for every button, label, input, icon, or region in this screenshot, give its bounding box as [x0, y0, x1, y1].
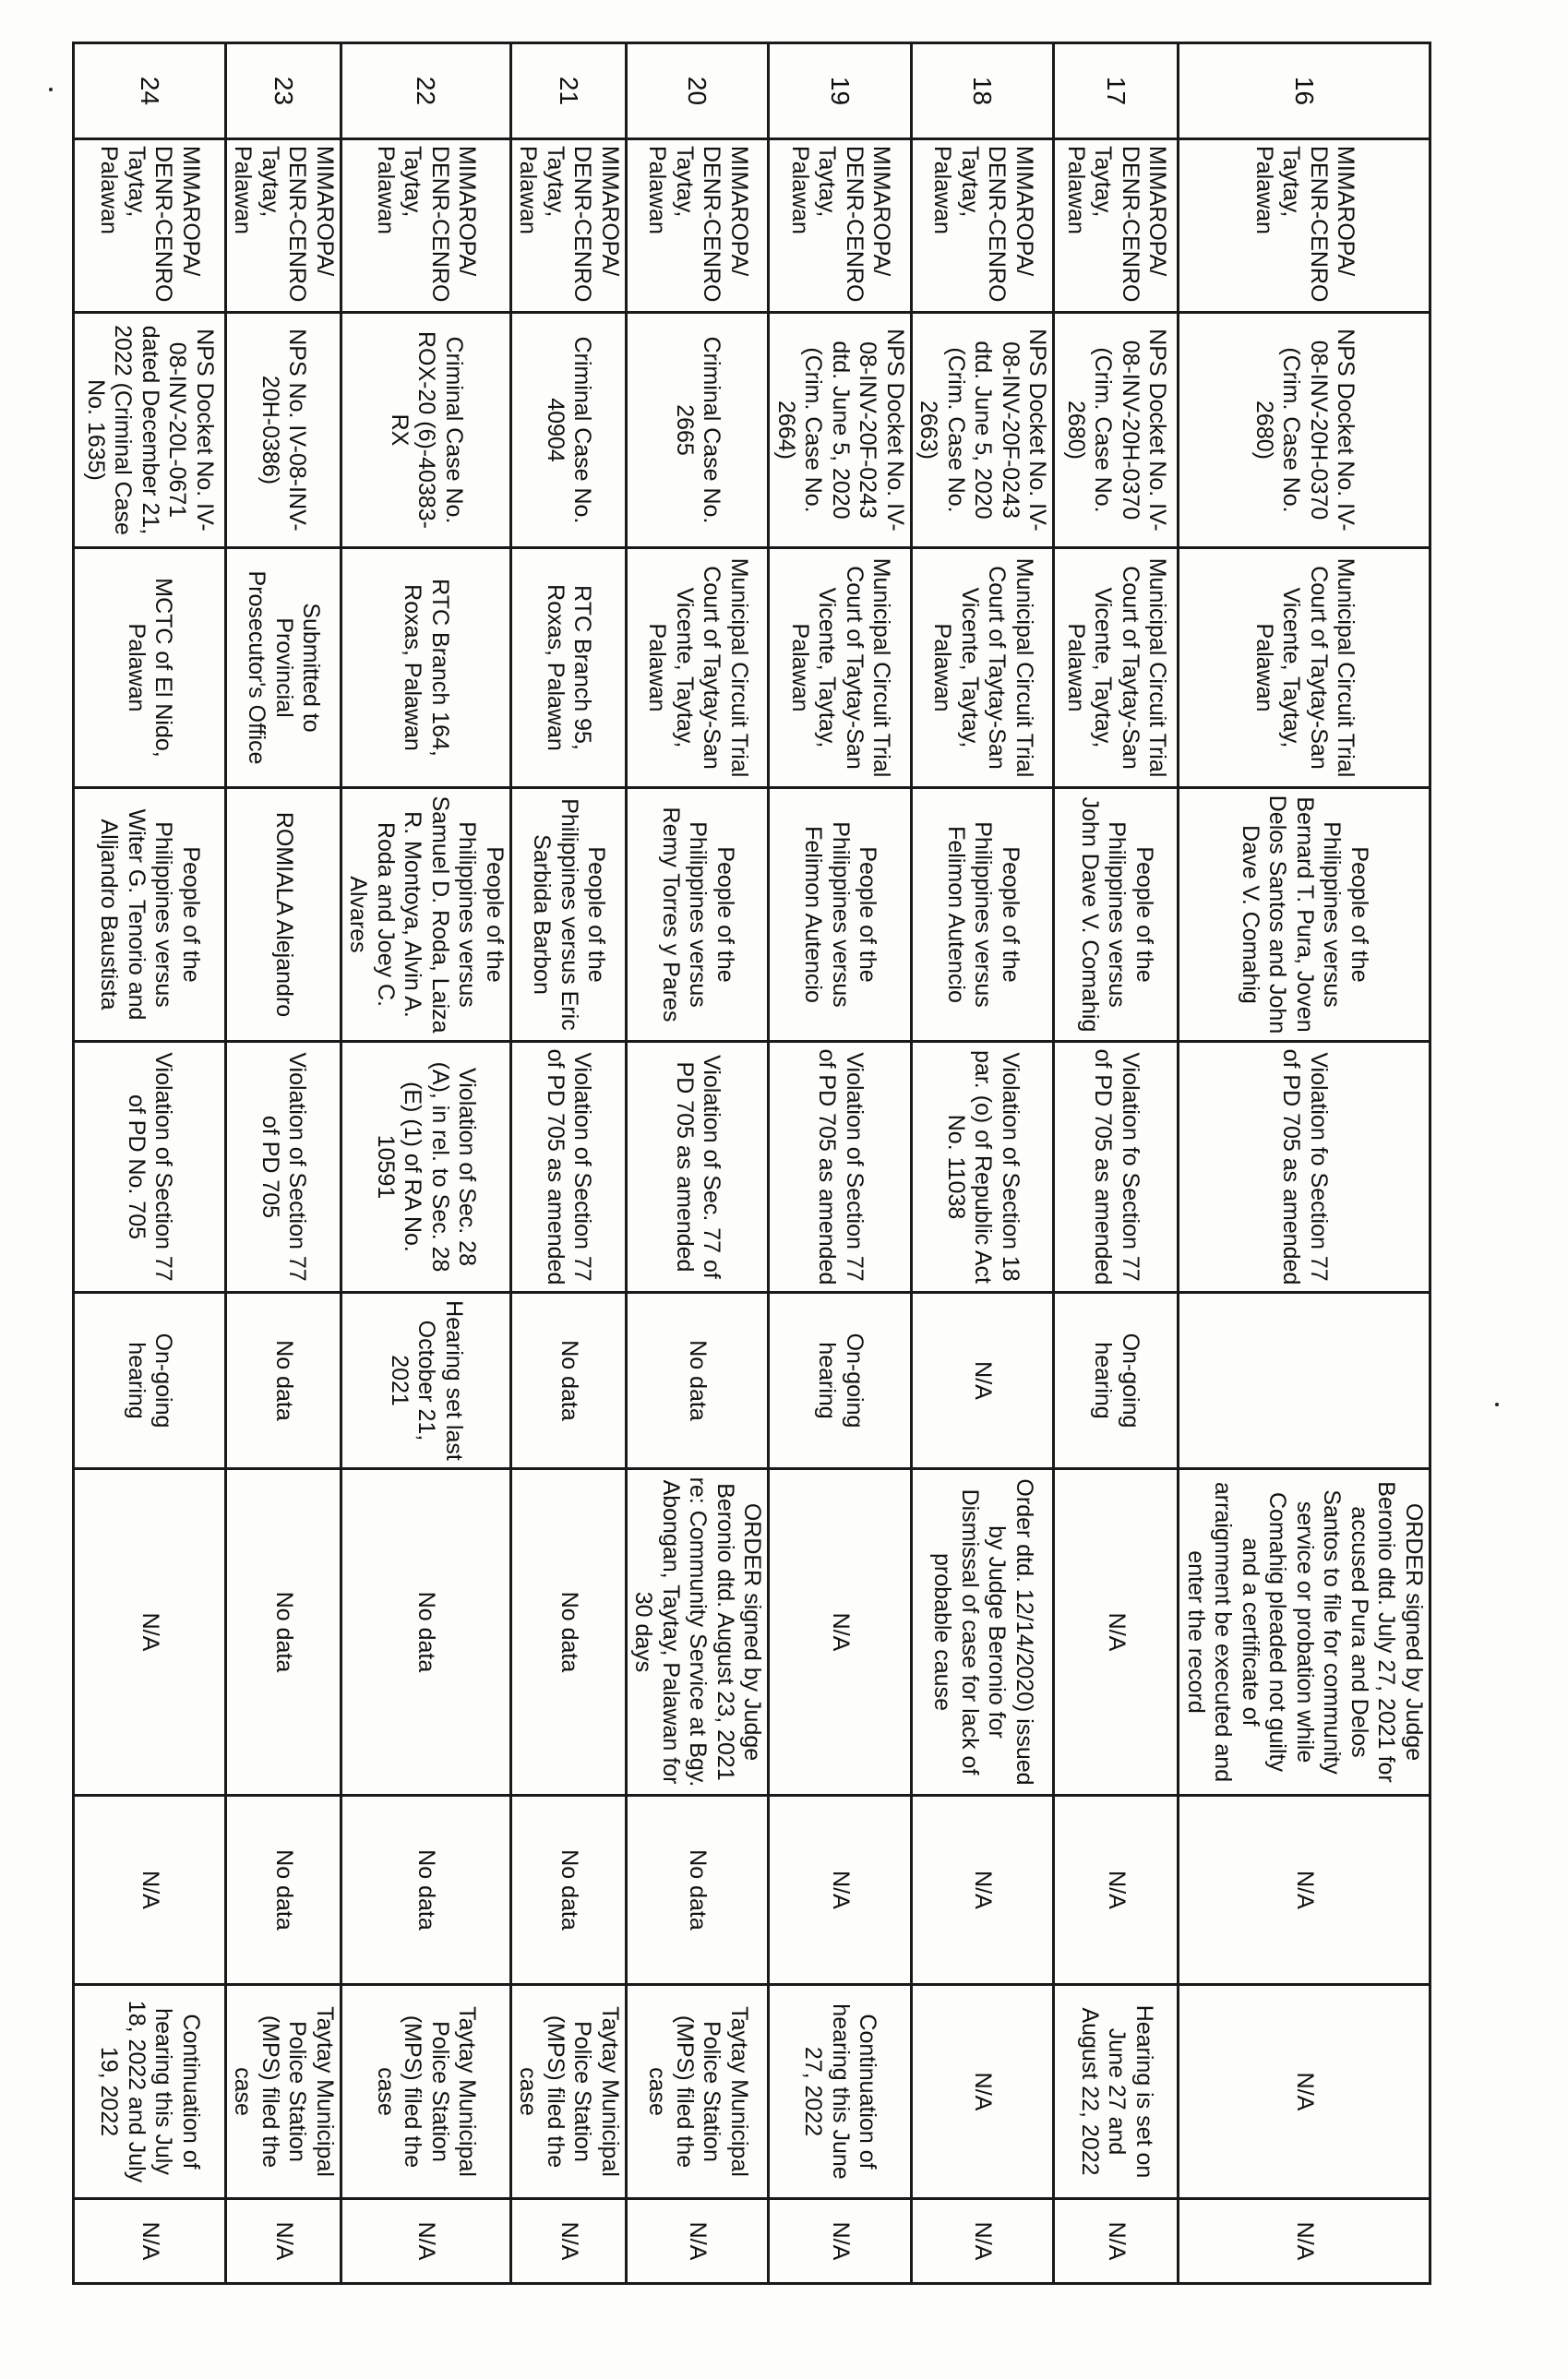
last-column-cell: N/A — [511, 2199, 627, 2284]
status-cell — [1179, 1293, 1430, 1469]
column-8-cell: N/A — [769, 1796, 912, 1985]
office-cell: MIMAROPA/ DENR-CENRO Taytay, Palawan — [341, 139, 511, 313]
order-cell: No data — [511, 1469, 627, 1796]
court-cell: Municipal Circuit Trial Court of Taytay-San Vicente, Taytay, Palawan — [1054, 548, 1179, 788]
status-cell: No data — [511, 1293, 627, 1469]
remarks-cell: Continuation of hearing this June 27, 2022 — [769, 1985, 912, 2199]
table-row — [1179, 43, 1430, 2284]
office-cell: MIMAROPA/ DENR-CENRO Taytay, Palawan — [769, 139, 912, 313]
order-cell: Order dtd. 12/14/2020) issued by Judge Beronio for Dismissal of case for lack of probable cause — [912, 1469, 1055, 1796]
office-cell: MIMAROPA/ DENR-CENRO Taytay, Palawan — [1054, 139, 1179, 313]
remarks-cell: Hearing is set on June 27 and August 22, 2022 — [1054, 1985, 1179, 2199]
case-title-cell: People of the Philippines versus Samuel D. Roda, Laiza R. Montoya, Alvin A. Roda and Joey C. Alvares — [341, 788, 511, 1042]
table-row — [912, 43, 1055, 2284]
court-cell: Municipal Circuit Trial Court of Taytay-San Vicente, Taytay, Palawan — [1179, 548, 1430, 788]
offense-cell: Violation of Sec. 77 of PD 705 as amended — [627, 1042, 770, 1293]
office-cell: MIMAROPA/ DENR-CENRO Taytay, Palawan — [74, 139, 226, 313]
last-column-cell: N/A — [226, 2199, 341, 2284]
scan-speck — [49, 88, 53, 91]
remarks-cell: Taytay Municipal Police Station (MPS) filed the case — [627, 1985, 770, 2199]
case-number-cell: Criminal Case No. 2665 — [627, 313, 770, 548]
row-number: 19 — [769, 43, 912, 139]
case-title-cell: People of the Philippines versus Felimon Autencio — [769, 788, 912, 1042]
case-number-cell: Criminal Case No. ROX-20 (6)-40383-RX — [341, 313, 511, 548]
column-8-cell: N/A — [74, 1796, 226, 1985]
office-cell: MIMAROPA/ DENR-CENRO Taytay, Palawan — [226, 139, 341, 313]
status-cell: On-going hearing — [1054, 1293, 1179, 1469]
last-column-cell: N/A — [1054, 2199, 1179, 2284]
offense-cell: Violation fo Section 77 of PD 705 as amended — [1179, 1042, 1430, 1293]
row-number: 20 — [627, 43, 770, 139]
order-cell: N/A — [74, 1469, 226, 1796]
offense-cell: Violation of Section 77 of PD 705 — [226, 1042, 341, 1293]
row-number: 18 — [912, 43, 1055, 139]
case-number-cell: Criminal Case No. 40904 — [511, 313, 627, 548]
column-8-cell: N/A — [912, 1796, 1055, 1985]
court-cell: Municipal Circuit Trial Court of Taytay-San Vicente, Taytay, Palawan — [627, 548, 770, 788]
last-column-cell: N/A — [627, 2199, 770, 2284]
status-cell: On-going hearing — [769, 1293, 912, 1469]
court-cell: MCTC of El Nido, Palawan — [74, 548, 226, 788]
last-column-cell: N/A — [769, 2199, 912, 2284]
case-number-cell: NPS Docket No. IV-08-INV-20F-0243 dtd. June 5, 2020 (Crim. Case No. 2663) — [912, 313, 1055, 548]
case-title-cell: People of the Philippines versus Eric Sarbida Barbon — [511, 788, 627, 1042]
status-cell: No data — [627, 1293, 770, 1469]
table-row — [627, 43, 770, 2284]
case-number-cell: NPS Docket No. IV-08-INV-20H-0370 (Crim. Case No. 2680) — [1179, 313, 1430, 548]
court-cell: Submitted to Provincial Prosecutor's Office — [226, 548, 341, 788]
column-8-cell: N/A — [1054, 1796, 1179, 1985]
case-number-cell: NPS Docket No. IV-08-INV-20L-0671 dated December 21, 2022 (Criminal Case No. 1635) — [74, 313, 226, 548]
court-cell: RTC Branch 164, Roxas, Palawan — [341, 548, 511, 788]
remarks-cell: N/A — [912, 1985, 1055, 2199]
remarks-cell: Taytay Municipal Police Station (MPS) filed the case — [226, 1985, 341, 2199]
remarks-cell: Continuation of hearing this July 18, 2022 and July 19, 2022 — [74, 1985, 226, 2199]
order-cell: ORDER signed by Judge Beronio dtd. July 27, 2021 for accused Pura and Delos Santos to file for community service or probation while Comahig pleaded not guilty and a certificate of arraignment be executed and enter the record — [1179, 1469, 1430, 1796]
order-cell: No data — [226, 1469, 341, 1796]
offense-cell: Violation of Section 77 of PD No. 705 — [74, 1042, 226, 1293]
column-8-cell: No data — [627, 1796, 770, 1985]
office-cell: MIMAROPA/ DENR-CENRO Taytay, Palawan — [627, 139, 770, 313]
case-title-cell: People of the Philippines versus Felimon Autencio — [912, 788, 1055, 1042]
offense-cell: Violation of Sec. 28 (A), in rel. to Sec. 28 (E) (1) of RA No. 10591 — [341, 1042, 511, 1293]
offense-cell: Violation fo Section 77 of PD 705 as amended — [1054, 1042, 1179, 1293]
status-cell: No data — [226, 1293, 341, 1469]
office-cell: MIMAROPA/ DENR-CENRO Taytay, Palawan — [511, 139, 627, 313]
remarks-cell: Taytay Municipal Police Station (MPS) filed the case — [511, 1985, 627, 2199]
table-row — [226, 43, 341, 2284]
table-row — [341, 43, 511, 2284]
order-cell: No data — [341, 1469, 511, 1796]
table-row — [74, 43, 226, 2284]
table-row — [511, 43, 627, 2284]
case-title-cell: People of the Philippines versus Witer G. Tenorio and Alljandro Baustista — [74, 788, 226, 1042]
scan-speck — [1495, 1403, 1499, 1406]
case-title-cell: ROMIALA Alejandro — [226, 788, 341, 1042]
row-number: 24 — [74, 43, 226, 139]
column-8-cell: No data — [226, 1796, 341, 1985]
case-title-cell: People of the Philippines versus John Dave V. Comahig — [1054, 788, 1179, 1042]
table-row — [1054, 43, 1179, 2284]
row-number: 22 — [341, 43, 511, 139]
status-cell: On-going hearing — [74, 1293, 226, 1469]
row-number: 17 — [1054, 43, 1179, 139]
row-number: 23 — [226, 43, 341, 139]
court-cell: RTC Branch 95, Roxas, Palawan — [511, 548, 627, 788]
rotated-table-inner — [82, 42, 1431, 2282]
order-cell: N/A — [769, 1469, 912, 1796]
column-8-cell: No data — [341, 1796, 511, 1985]
case-title-cell: People of the Philippines versus Remy Torres y Pares — [627, 788, 770, 1042]
offense-cell: Violation of Section 18 par. (o) of Republic Act No. 11038 — [912, 1042, 1055, 1293]
rotated-table-wrapper — [82, 42, 1431, 2282]
last-column-cell: N/A — [912, 2199, 1055, 2284]
court-cell: Municipal Circuit Trial Court of Taytay-San Vicente, Taytay, Palawan — [769, 548, 912, 788]
remarks-cell: N/A — [1179, 1985, 1430, 2199]
remarks-cell: Taytay Municipal Police Station (MPS) filed the case — [341, 1985, 511, 2199]
row-number: 21 — [511, 43, 627, 139]
row-number: 16 — [1179, 43, 1430, 139]
offense-cell: Violation of Section 77 of PD 705 as amended — [769, 1042, 912, 1293]
case-title-cell: People of the Philippines versus Bernard T. Pura, Joven Delos Santos and John Dave V. Comahig — [1179, 788, 1430, 1042]
last-column-cell: N/A — [74, 2199, 226, 2284]
office-cell: MIMAROPA/ DENR-CENRO Taytay, Palawan — [912, 139, 1055, 313]
column-8-cell: N/A — [1179, 1796, 1430, 1985]
last-column-cell: N/A — [341, 2199, 511, 2284]
column-8-cell: No data — [511, 1796, 627, 1985]
case-number-cell: NPS Docket No. IV-08-INV-20F-0243 dtd. June 5, 2020 (Crim. Case No. 2664) — [769, 313, 912, 548]
office-cell: MIMAROPA/ DENR-CENRO Taytay, Palawan — [1179, 139, 1430, 313]
table-row — [769, 43, 912, 2284]
status-cell: N/A — [912, 1293, 1055, 1469]
case-number-cell: NPS Docket No. IV-08-INV-20H-0370 (Crim. Case No. 2680) — [1054, 313, 1179, 548]
order-cell: ORDER signed by Judge Beronio dtd. August 23, 2021 re: Community Service at Bgy. Abongan, Taytay, Palawan for 30 days — [627, 1469, 770, 1796]
last-column-cell: N/A — [1179, 2199, 1430, 2284]
offense-cell: Violation of Section 77 of PD 705 as amended — [511, 1042, 627, 1293]
order-cell: N/A — [1054, 1469, 1179, 1796]
case-table — [72, 42, 1431, 2285]
case-number-cell: NPS No. IV-08-INV-20H-0386) — [226, 313, 341, 548]
court-cell: Municipal Circuit Trial Court of Taytay-San Vicente, Taytay, Palawan — [912, 548, 1055, 788]
status-cell: Hearing set last October 21, 2021 — [341, 1293, 511, 1469]
